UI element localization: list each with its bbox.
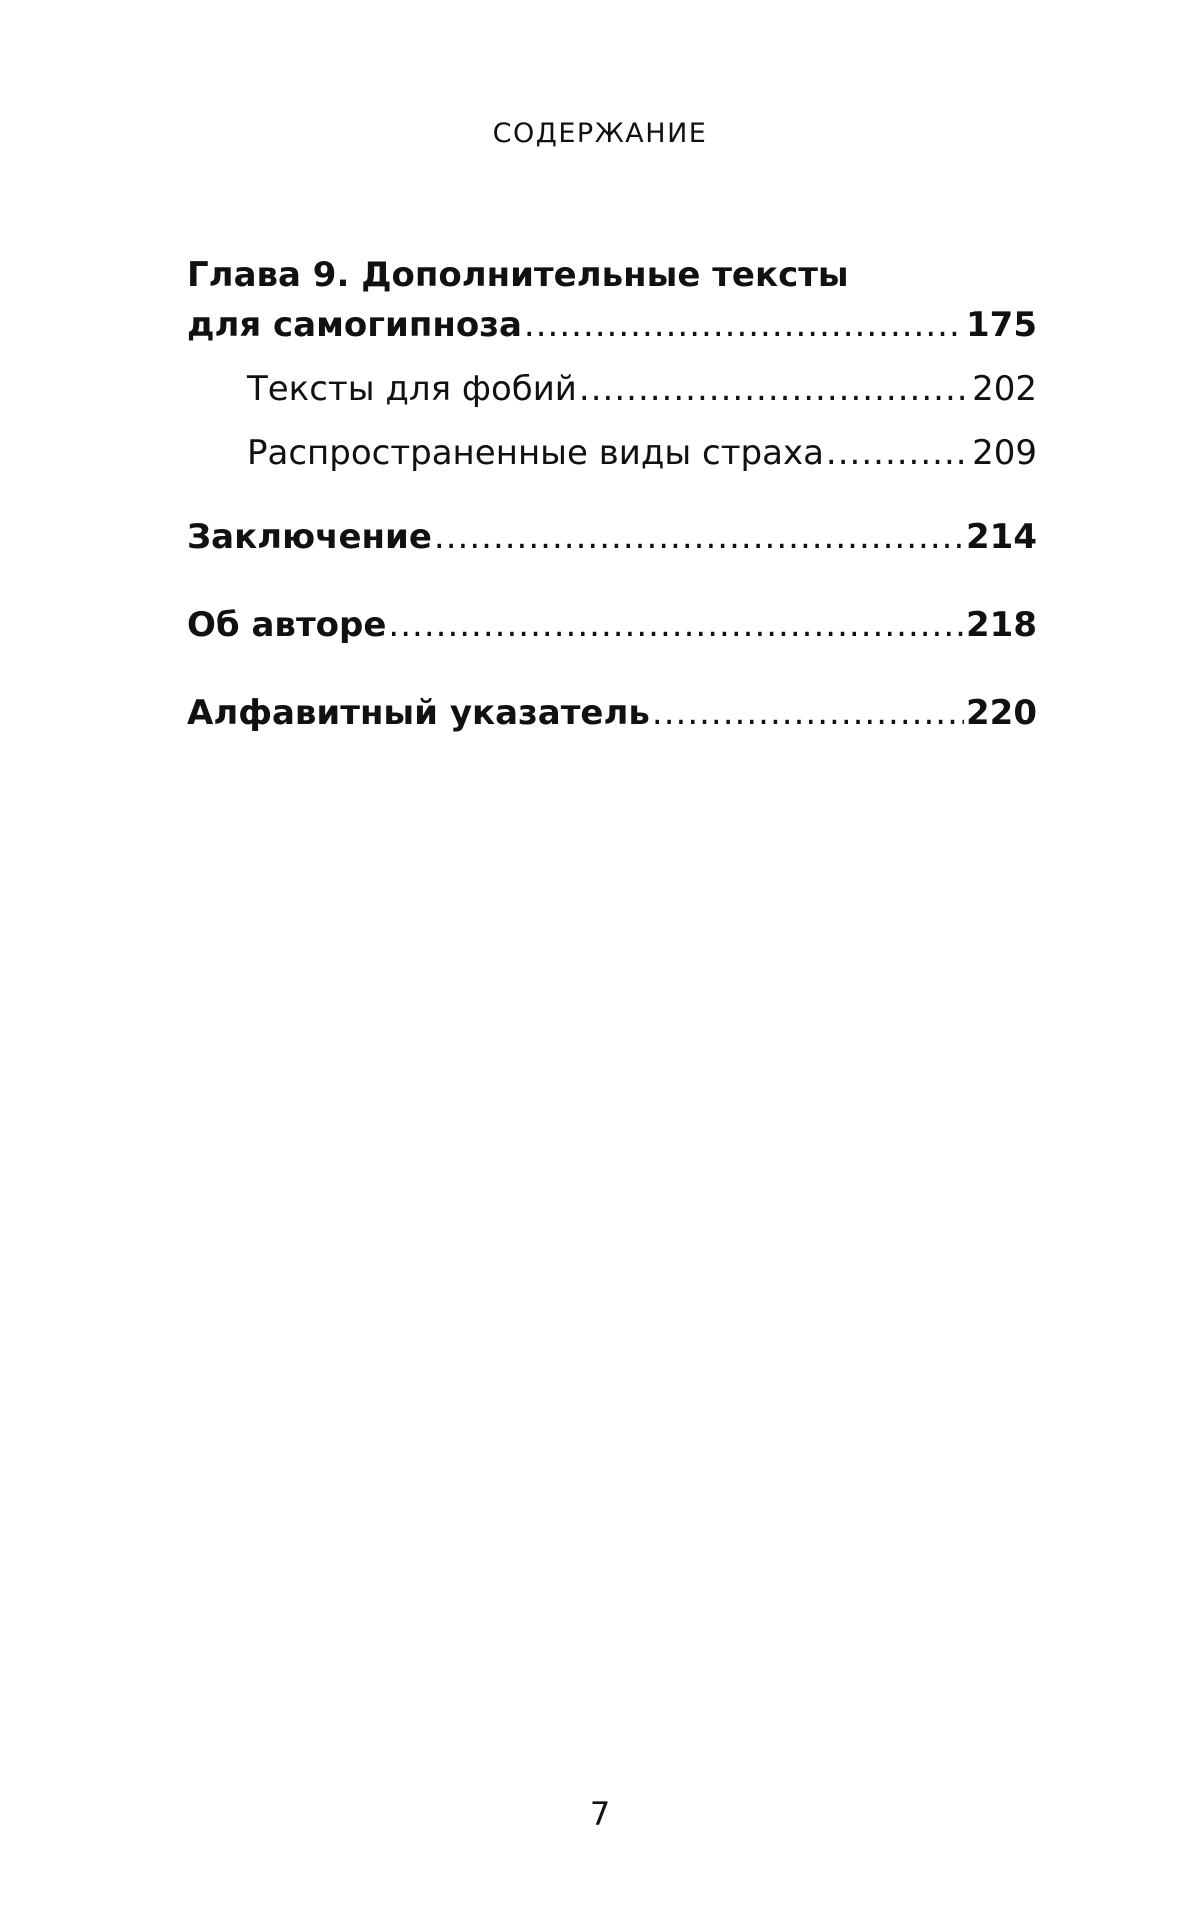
toc-entry-line [187,512,1037,562]
toc-entry-title: Распространенные виды страха [247,433,824,473]
toc-entry-index[interactable] [187,688,1037,738]
toc-entry-phobia-texts[interactable] [187,364,1037,414]
toc-entry-line-1 [187,250,1037,300]
toc-entry-line [187,600,1037,650]
toc-entry-line-2 [187,300,1037,350]
dot-leader [826,428,970,478]
toc-entry-line [187,688,1037,738]
toc-entry-line [247,428,1037,478]
toc-entry-common-fears[interactable] [187,428,1037,478]
toc-entry-title: Заключение [187,517,432,557]
toc-page-number: 220 [966,693,1037,733]
toc-page-number: 218 [966,605,1037,645]
toc-entry-title: Об авторе [187,605,387,645]
dot-leader [434,512,964,562]
toc-entry-title: Тексты для фобий [247,369,577,409]
toc-page-number: 175 [966,305,1037,345]
dot-leader [524,300,964,350]
toc-entry-about-author[interactable] [187,600,1037,650]
toc-entry-conclusion[interactable] [187,512,1037,562]
toc-page-number: 209 [972,433,1037,473]
toc-entry-title: Глава 9. Дополнительные тексты [187,255,849,295]
table-of-contents [187,250,1037,738]
toc-page-number: 202 [972,369,1037,409]
dot-leader [652,688,964,738]
toc-entry-title-continued: для самогипноза [187,305,522,345]
dot-leader [388,600,964,650]
toc-page-number: 214 [966,517,1037,557]
toc-entry-line [247,364,1037,414]
running-head: СОДЕРЖАНИЕ [492,118,708,149]
dot-leader [579,364,970,414]
toc-entry-title: Алфавитный указатель [187,693,650,733]
page-number: 7 [589,1795,611,1833]
toc-entry-chapter-9[interactable] [187,250,1037,350]
